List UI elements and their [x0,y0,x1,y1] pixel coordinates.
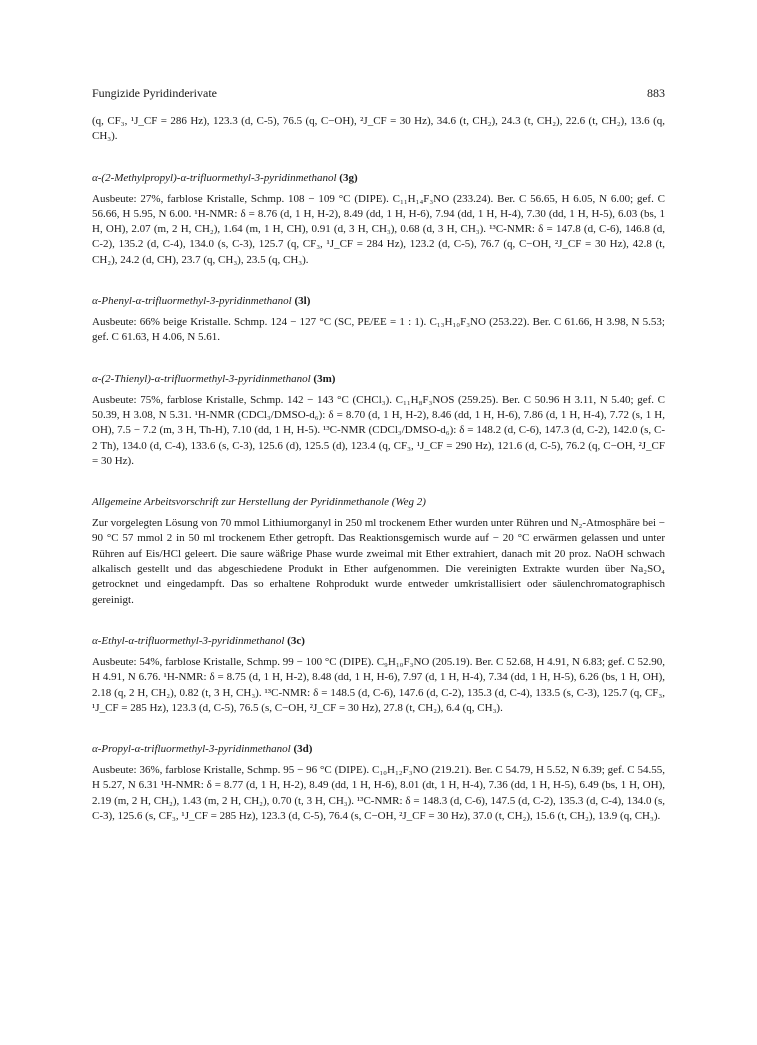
section-heading [92,372,665,387]
section-title: α-Propyl-α-trifluormethyl-3-pyridinmethanol [92,743,291,756]
section-3d [92,742,665,824]
section-3m [92,372,665,469]
section-heading [92,742,665,757]
running-head [92,86,665,101]
section-body: Ausbeute: 75%, farblose Kristalle, Schmp. 142 − 143 °C (CHCl₃). C₁₁H₈F₃NOS (259.25). Ber. C 50.96 H 3.11, N 5.40; gef. C 50.39, H 3.08, N 5.31. ¹H-NMR (CDCl₃/DMSO-d₆): δ = 8.70 (d, 1 H, H-2), 8.46 (dd, 1 H, H-6), 7.86 (d, 1 H, H-4), 7.72 (s, 1 H, OH), 7.5 − 7.2 (m, 3 H, Th-H), 7.10 (dd, 1 H, H-5). ¹³C-NMR (CDCl₃/DMSO-d₆): δ = 148.2 (d, C-6), 147.3 (d, C-2), 142.0 (s, C-2 Th), 134.0 (d, C-4), 133.6 (s, C-3), 125.6 (d), 125.5 (d), 123.4 (q, CF₃, ¹J_CF = 290 Hz), 121.6 (d, C-5), 76.2 (q, C−OH, ²J_CF = 30 Hz). [92,393,665,467]
section-body: Ausbeute: 66% beige Kristalle. Schmp. 124 − 127 °C (SC, PE/EE = 1 : 1). C₁₃H₁₀F₃NO (253.22). Ber. C 61.66, H 3.98, N 5.53; gef. C 61.63, H 4.06, N 5.61. [92,316,665,344]
section-body: Ausbeute: 36%, farblose Kristalle, Schmp. 95 − 96 °C (DIPE). C₁₀H₁₂F₃NO (219.21). Ber. C 54.79, H 5.52, N 6.39; gef. C 54.55, H 5.27, N 6.31 ¹H-NMR: δ = 8.77 (d, 1 H, H-2), 8.49 (dd, 1 H, H-6), 8.01 (dt, 1 H, H-4), 7.36 (dd, 1 H, H-5), 6.49 (bs, 1 H, OH), 2.19 (m, 2 H, CH₂), 1.43 (m, 2 H, CH₂), 0.70 (t, 3 H, CH₃). ¹³C-NMR: δ = 148.3 (d, C-6), 147.5 (d, C-2), 135.3 (d, C-4), 134.0 (s, C-3), 125.6 (s, CF₃, ¹J_CF = 285 Hz), 123.3 (d, C-5), 76.4 (s, C−OH, ²J_CF = 30 Hz), 37.0 (t, CH₂), 15.6 (t, CH₂), 13.9 (q, CH₃). [92,764,665,823]
section-title: Allgemeine Arbeitsvorschrift zur Herstellung der Pyridinmethanole (Weg 2) [92,496,426,509]
compound-number: (3l) [294,295,311,308]
compound-number: (3g) [339,171,358,184]
section-heading [92,171,665,186]
compound-number: (3d) [293,743,313,756]
continuation-paragraph: (q, CF₃, ¹J_CF = 286 Hz), 123.3 (d, C-5), 76.5 (q, C−OH), ²J_CF = 30 Hz), 34.6 (t, CH₂), 24.3 (t, CH₂), 22.6 (t, CH₂), 13.6 (q, CH₃). [92,115,665,143]
section-body: Ausbeute: 27%, farblose Kristalle, Schmp. 108 − 109 °C (DIPE). C₁₁H₁₄F₃NO (233.24). Ber. C 56.65, H 6.05, N 6.00; gef. C 56.66, H 5.95, N 6.00. ¹H-NMR: δ = 8.76 (d, 1 H, H-2), 8.49 (dd, 1 H, H-6), 7.94 (dd, 1 H, H-4), 7.30 (dd, 1 H, H-5), 6.03 (bs, 1 H, OH), 2.07 (m, 2 H, CH₂), 1.64 (m, 1 H, CH), 0.91 (d, 3 H, CH₃), 0.68 (d, 3 H, CH₃). ¹³C-NMR: δ = 147.8 (d, C-6), 146.8 (d, C-2), 135.2 (d, C-4), 134.0 (s, C-3), 125.7 (q, CF₃, ¹J_CF = 284 Hz), 123.2 (d, C-5), 76.7 (q, C−OH, ²J_CF = 30 Hz), 42.8 (t, CH₂), 24.2 (d, CH), 23.7 (q, CH₃), 23.5 (q, CH₃). [92,192,665,266]
section-3g [92,171,665,268]
section-heading [92,495,665,510]
section-title: α-Ethyl-α-trifluormethyl-3-pyridinmethanol [92,634,285,647]
section-heading [92,294,665,309]
section-title: α-(2-Thienyl)-α-trifluormethyl-3-pyridinmethanol [92,372,311,385]
compound-number: (3m) [313,372,336,385]
section-3c [92,634,665,716]
section-heading [92,634,665,649]
running-head-title: Fungizide Pyridinderivate [92,86,217,100]
section-general-procedure [92,495,665,608]
section-title: α-(2-Methylpropyl)-α-trifluormethyl-3-pyridinmethanol [92,171,337,184]
section-3l [92,294,665,346]
page-number: 883 [647,86,665,100]
section-title: α-Phenyl-α-trifluormethyl-3-pyridinmethanol [92,295,292,308]
section-body: Zur vorgelegten Lösung von 70 mmol Lithiumorganyl in 250 ml trockenem Ether wurden unter Rühren und N₂-Atmosphäre bei − 90 °C 57 mmol 2 in 50 ml trockenem Ether getropft. Das Reaktionsgemisch wurde auf − 20 °C erwärmen gelassen und unter Rühren auf Eis/HCl geleert. Die saure wäßrige Phase wurde zweimal mit Ether extrahiert, danach mit 20 proz. NaOH schwach alkalisch gestellt und das abgeschiedene Produkt in Ether aufgenommen. Die vereinigten Extrakte wurden über Na₂SO₄ getrocknet und eingedampft. Das so erhaltene Rohprodukt wurde entweder umkristallisiert oder säulenchromatographisch gereinigt. [92,517,665,606]
section-body: Ausbeute: 54%, farblose Kristalle, Schmp. 99 − 100 °C (DIPE). C₉H₁₀F₃NO (205.19). Ber. C 52.68, H 4.91, N 6.83; gef. C 52.90, H 4.91, N 6.76. ¹H-NMR: δ = 8.75 (d, 1 H, H-2), 8.48 (dd, 1 H, H-6), 7.97 (d, 1 H, H-4), 7.34 (dd, 1 H, H-5), 6.26 (bs, 1 H, OH), 2.18 (q, 2 H, CH₂), 0.82 (t, 3 H, CH₃). ¹³C-NMR: δ = 148.5 (d, C-6), 147.6 (d, C-2), 135.3 (d, C-4), 133.5 (s, C-3), 125.7 (q, CF₃, ¹J_CF = 285 Hz), 123.3 (d, C-5), 76.5 (s, C−OH, ²J_CF = 30 Hz), 27.8 (t, CH₂), 6.4 (q, CH₃). [92,655,665,714]
compound-number: (3c) [287,634,305,647]
paper-page [92,86,665,824]
